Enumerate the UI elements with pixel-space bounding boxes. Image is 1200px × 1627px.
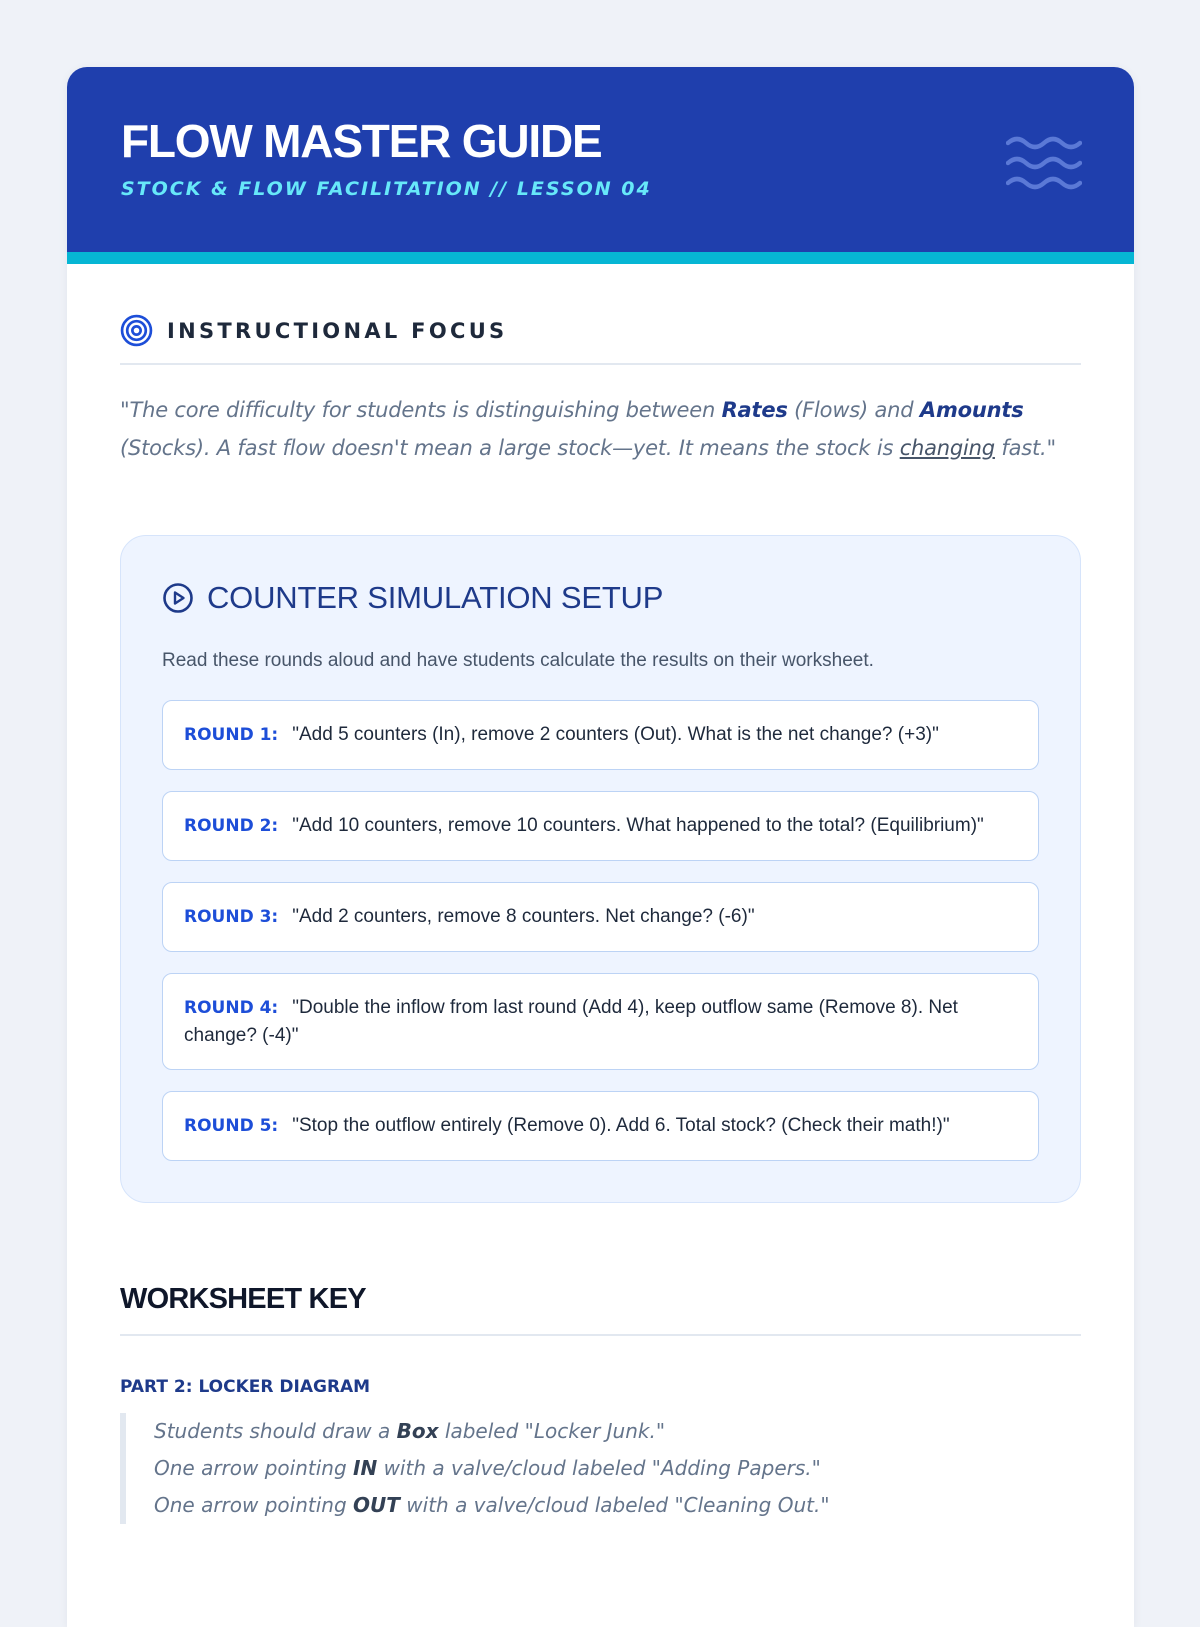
play-circle-icon: [162, 582, 194, 614]
round-item: [162, 1091, 1039, 1161]
round-label: ROUND 5:: [184, 1116, 279, 1136]
round-text: "Add 2 counters, remove 8 counters. Net change? (-6)": [292, 906, 755, 927]
waves-icon: [1006, 135, 1082, 193]
page-title: FLOW MASTER GUIDE: [121, 115, 602, 167]
simulation-intro: Read these rounds aloud and have students calculate the results on their worksheet.: [162, 650, 874, 671]
focus-section-header: [120, 314, 1081, 365]
round-text: "Add 5 counters (In), remove 2 counters (Out). What is the net change? (+3)": [292, 724, 939, 745]
simulation-header: [162, 580, 1039, 616]
answer-line: [154, 1413, 1081, 1450]
main-content: [67, 264, 1134, 1524]
answer-text: labeled "Locker Junk.": [438, 1419, 666, 1443]
quote-text: "The core difficulty for students is distinguishing between: [120, 398, 722, 422]
quote-emphasis-rates: Rates: [721, 398, 788, 422]
answer-text: with a valve/cloud labeled "Adding Papers.": [377, 1456, 821, 1480]
simulation-panel: [120, 535, 1081, 1203]
focus-quote: [120, 391, 1081, 467]
quote-text: fast.": [994, 436, 1056, 460]
part-title: PART 2: LOCKER DIAGRAM: [120, 1377, 371, 1397]
answer-text: Students should draw a: [154, 1419, 397, 1443]
answer-emphasis: IN: [353, 1456, 378, 1480]
worksheet-title: WORKSHEET KEY: [120, 1283, 1081, 1336]
answer-text: One arrow pointing: [154, 1456, 354, 1480]
round-item: [162, 791, 1039, 861]
round-text: "Double the inflow from last round (Add 4), keep outflow same (Remove 8). Net change? (-4)": [184, 997, 958, 1046]
round-item: [162, 882, 1039, 952]
round-label: ROUND 2:: [184, 816, 279, 836]
page-subtitle: STOCK & FLOW FACILITATION // LESSON 04: [121, 178, 652, 200]
round-text: "Add 10 counters, remove 10 counters. What happened to the total? (Equilibrium)": [292, 815, 984, 836]
guide-card: [67, 67, 1134, 1627]
rounds-list: [162, 700, 1039, 1161]
round-label: ROUND 4:: [184, 998, 279, 1018]
quote-emphasis-amounts: Amounts: [919, 398, 1024, 422]
answer-emphasis: OUT: [353, 1493, 400, 1517]
answer-text: One arrow pointing: [154, 1493, 354, 1517]
quote-text: (Flows) and: [787, 398, 920, 422]
answer-emphasis: Box: [396, 1419, 439, 1443]
simulation-title: COUNTER SIMULATION SETUP: [207, 580, 664, 615]
quote-text: (Stocks). A fast flow doesn't mean a large stock—yet. It means the stock is: [120, 436, 900, 460]
round-item: [162, 973, 1039, 1070]
answer-line: [154, 1487, 1081, 1524]
quote-underline-changing: changing: [899, 436, 995, 460]
answer-text: with a valve/cloud labeled "Cleaning Out.": [399, 1493, 830, 1517]
answer-key-box: [120, 1413, 1081, 1524]
round-label: ROUND 1:: [184, 725, 279, 745]
round-text: "Stop the outflow entirely (Remove 0). Add 6. Total stock? (Check their math!)": [292, 1115, 950, 1136]
header-banner: [67, 67, 1134, 264]
focus-title: INSTRUCTIONAL FOCUS: [167, 318, 508, 343]
round-label: ROUND 3:: [184, 907, 279, 927]
target-icon: [120, 314, 153, 347]
round-item: [162, 700, 1039, 770]
answer-line: [154, 1450, 1081, 1487]
